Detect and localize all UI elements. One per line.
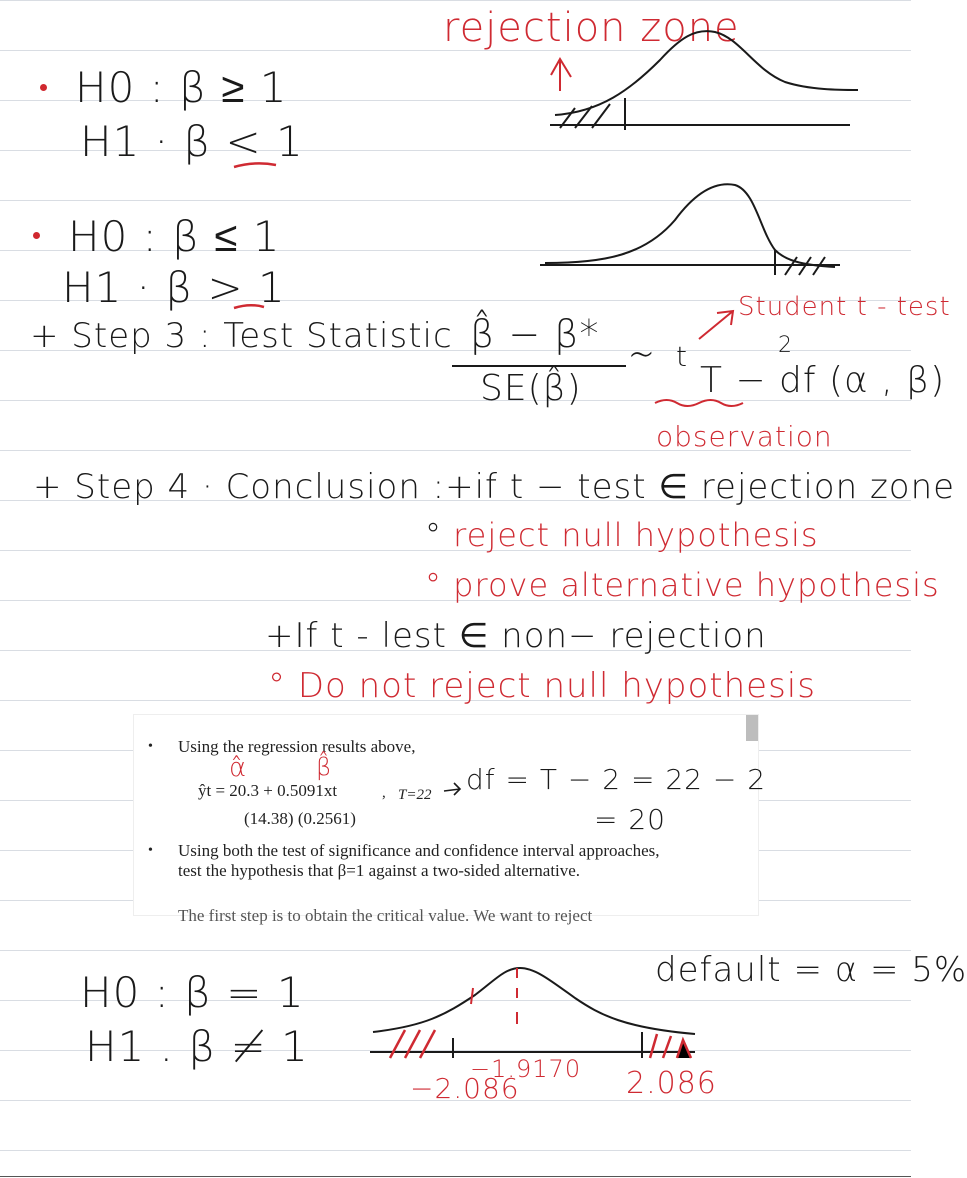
hypothesis-h0-2: H0 : β ≤ 1 — [68, 212, 281, 261]
step3-title: + Step 3 : Test Statistic — [30, 316, 453, 356]
hypothesis-h1-3: H1 . β ≠ 1 — [85, 1022, 309, 1071]
positive-critical-value: 2.086 — [626, 1066, 717, 1101]
hypothesis-h0-3: H0 : β = 1 — [80, 968, 305, 1017]
negative-critical-value: −2.086 — [410, 1072, 520, 1105]
left-tail-curve — [540, 20, 870, 140]
slide-bullet-2-line-2: test the hypothesis that β=1 against a two-sided alternative. — [178, 861, 581, 880]
bullet-dot: • — [148, 739, 153, 754]
two-tail-curve — [365, 960, 705, 1060]
equation-separator: , — [382, 785, 386, 801]
df-expression: T − df (α , β) — [700, 360, 946, 401]
underline-mark — [230, 155, 280, 175]
standard-errors: (14.38) (0.2561) — [244, 809, 356, 828]
step4-non-rejection: +If t - lest ∈ non− rejection — [265, 616, 767, 656]
hypothesis-h0-1: H0 : β ≥ 1 — [75, 63, 288, 112]
squiggle-underline — [652, 395, 747, 411]
slide-excerpt — [134, 715, 767, 925]
alpha-hat-label: α̂ — [229, 753, 248, 783]
conclusion-item-do-not-reject: ° Do not reject null hypothesis — [268, 666, 816, 706]
conclusion-item-reject: ° reject null hypothesis — [425, 516, 819, 554]
observation-label: observation — [656, 420, 833, 453]
arrow-icon — [695, 305, 740, 345]
cut-off-text: The first step is to obtain the critical value. We want to reject — [178, 906, 593, 925]
default-alpha: default = α = 5% — [655, 950, 967, 990]
bullet-dot — [40, 84, 47, 91]
student-t-test-label: Student t - test — [738, 292, 951, 322]
fraction-numerator: β̂ − β* — [470, 312, 600, 356]
fraction-denominator: SE(β̂) — [480, 368, 582, 409]
slide-bullet-2-line-1: Using both the test of significance and confidence interval approaches, — [178, 841, 660, 860]
df-result: = 20 — [594, 803, 666, 836]
step4-conclusion: + Step 4 · Conclusion :+if t − test ∈ rejection zone — [33, 467, 956, 507]
regression-equation: ŷt = 20.3 + 0.5091xt — [198, 781, 338, 800]
tilde-symbol: ∼ — [628, 330, 656, 379]
bullet-dot — [33, 232, 40, 239]
hypothesis-h1-1: H1 · β < 1 — [80, 117, 304, 166]
sample-size: T=22 — [398, 787, 432, 803]
underline-mark — [230, 300, 270, 316]
scrollbar-thumb[interactable] — [746, 715, 758, 741]
rejection-zone-label: rejection zone — [443, 5, 740, 51]
conclusion-item-prove: ° prove alternative hypothesis — [425, 566, 940, 604]
df-calculation: df = T − 2 = 22 − 2 — [466, 763, 767, 796]
bullet-dot: • — [148, 843, 153, 858]
right-tail-curve — [535, 175, 855, 285]
hypothesis-h1-2: H1 · β > 1 — [62, 263, 286, 312]
test-statistic-value: −1.9170 — [470, 1055, 582, 1083]
t-letter: t — [676, 340, 688, 373]
slide-bullet-1: Using the regression results above, — [178, 737, 416, 756]
beta-hat-label: β̂ — [316, 753, 333, 781]
arrow-icon — [442, 781, 464, 797]
two-label: 2 — [778, 333, 793, 358]
